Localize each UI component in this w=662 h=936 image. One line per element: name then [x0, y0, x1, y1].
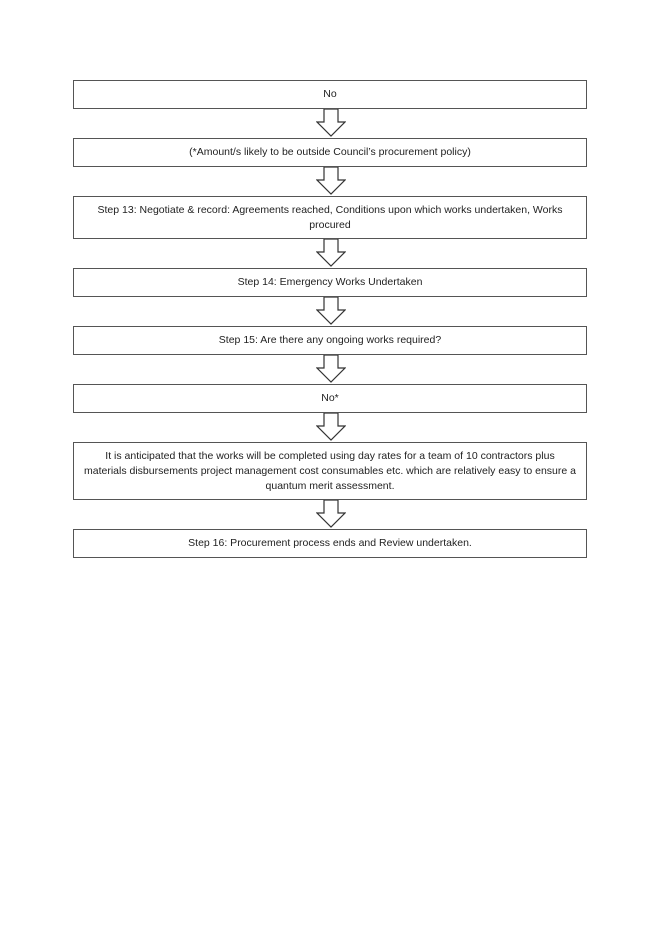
down-arrow-icon — [316, 355, 346, 383]
down-arrow-icon — [316, 239, 346, 267]
flow-step-no-asterisk — [73, 384, 587, 413]
flow-step-day-rates-note — [73, 442, 587, 500]
down-arrow-icon — [316, 413, 346, 441]
flow-step-text: Step 13: Negotiate & record: Agreements reached, Conditions upon which works undertaken, Works procured — [97, 203, 563, 231]
down-arrow-icon — [316, 500, 346, 528]
flow-step-text: It is anticipated that the works will be completed using day rates for a team of 10 contractors plus materials disbursements project management cost consumables etc. which are relatively easy to ensure a quantum merit assessment. — [84, 449, 576, 492]
down-arrow-icon — [316, 297, 346, 325]
down-arrow-icon — [316, 167, 346, 195]
flow-step-text: Step 15: Are there any ongoing works required? — [218, 334, 442, 346]
flow-step-amount-note — [73, 138, 587, 167]
down-arrow-icon — [316, 109, 346, 137]
flow-step-text: No* — [321, 392, 339, 404]
flow-step-no — [73, 80, 587, 109]
flow-step-16 — [73, 529, 587, 558]
flow-step-text: Step 14: Emergency Works Undertaken — [237, 276, 423, 288]
flow-step-15 — [73, 326, 587, 355]
flow-step-13 — [73, 196, 587, 239]
flow-step-14 — [73, 268, 587, 297]
flow-step-text: Step 16: Procurement process ends and Review undertaken. — [188, 537, 472, 549]
flow-step-text: No — [323, 88, 337, 100]
flow-step-text: (*Amount/s likely to be outside Council’s procurement policy) — [189, 146, 471, 158]
